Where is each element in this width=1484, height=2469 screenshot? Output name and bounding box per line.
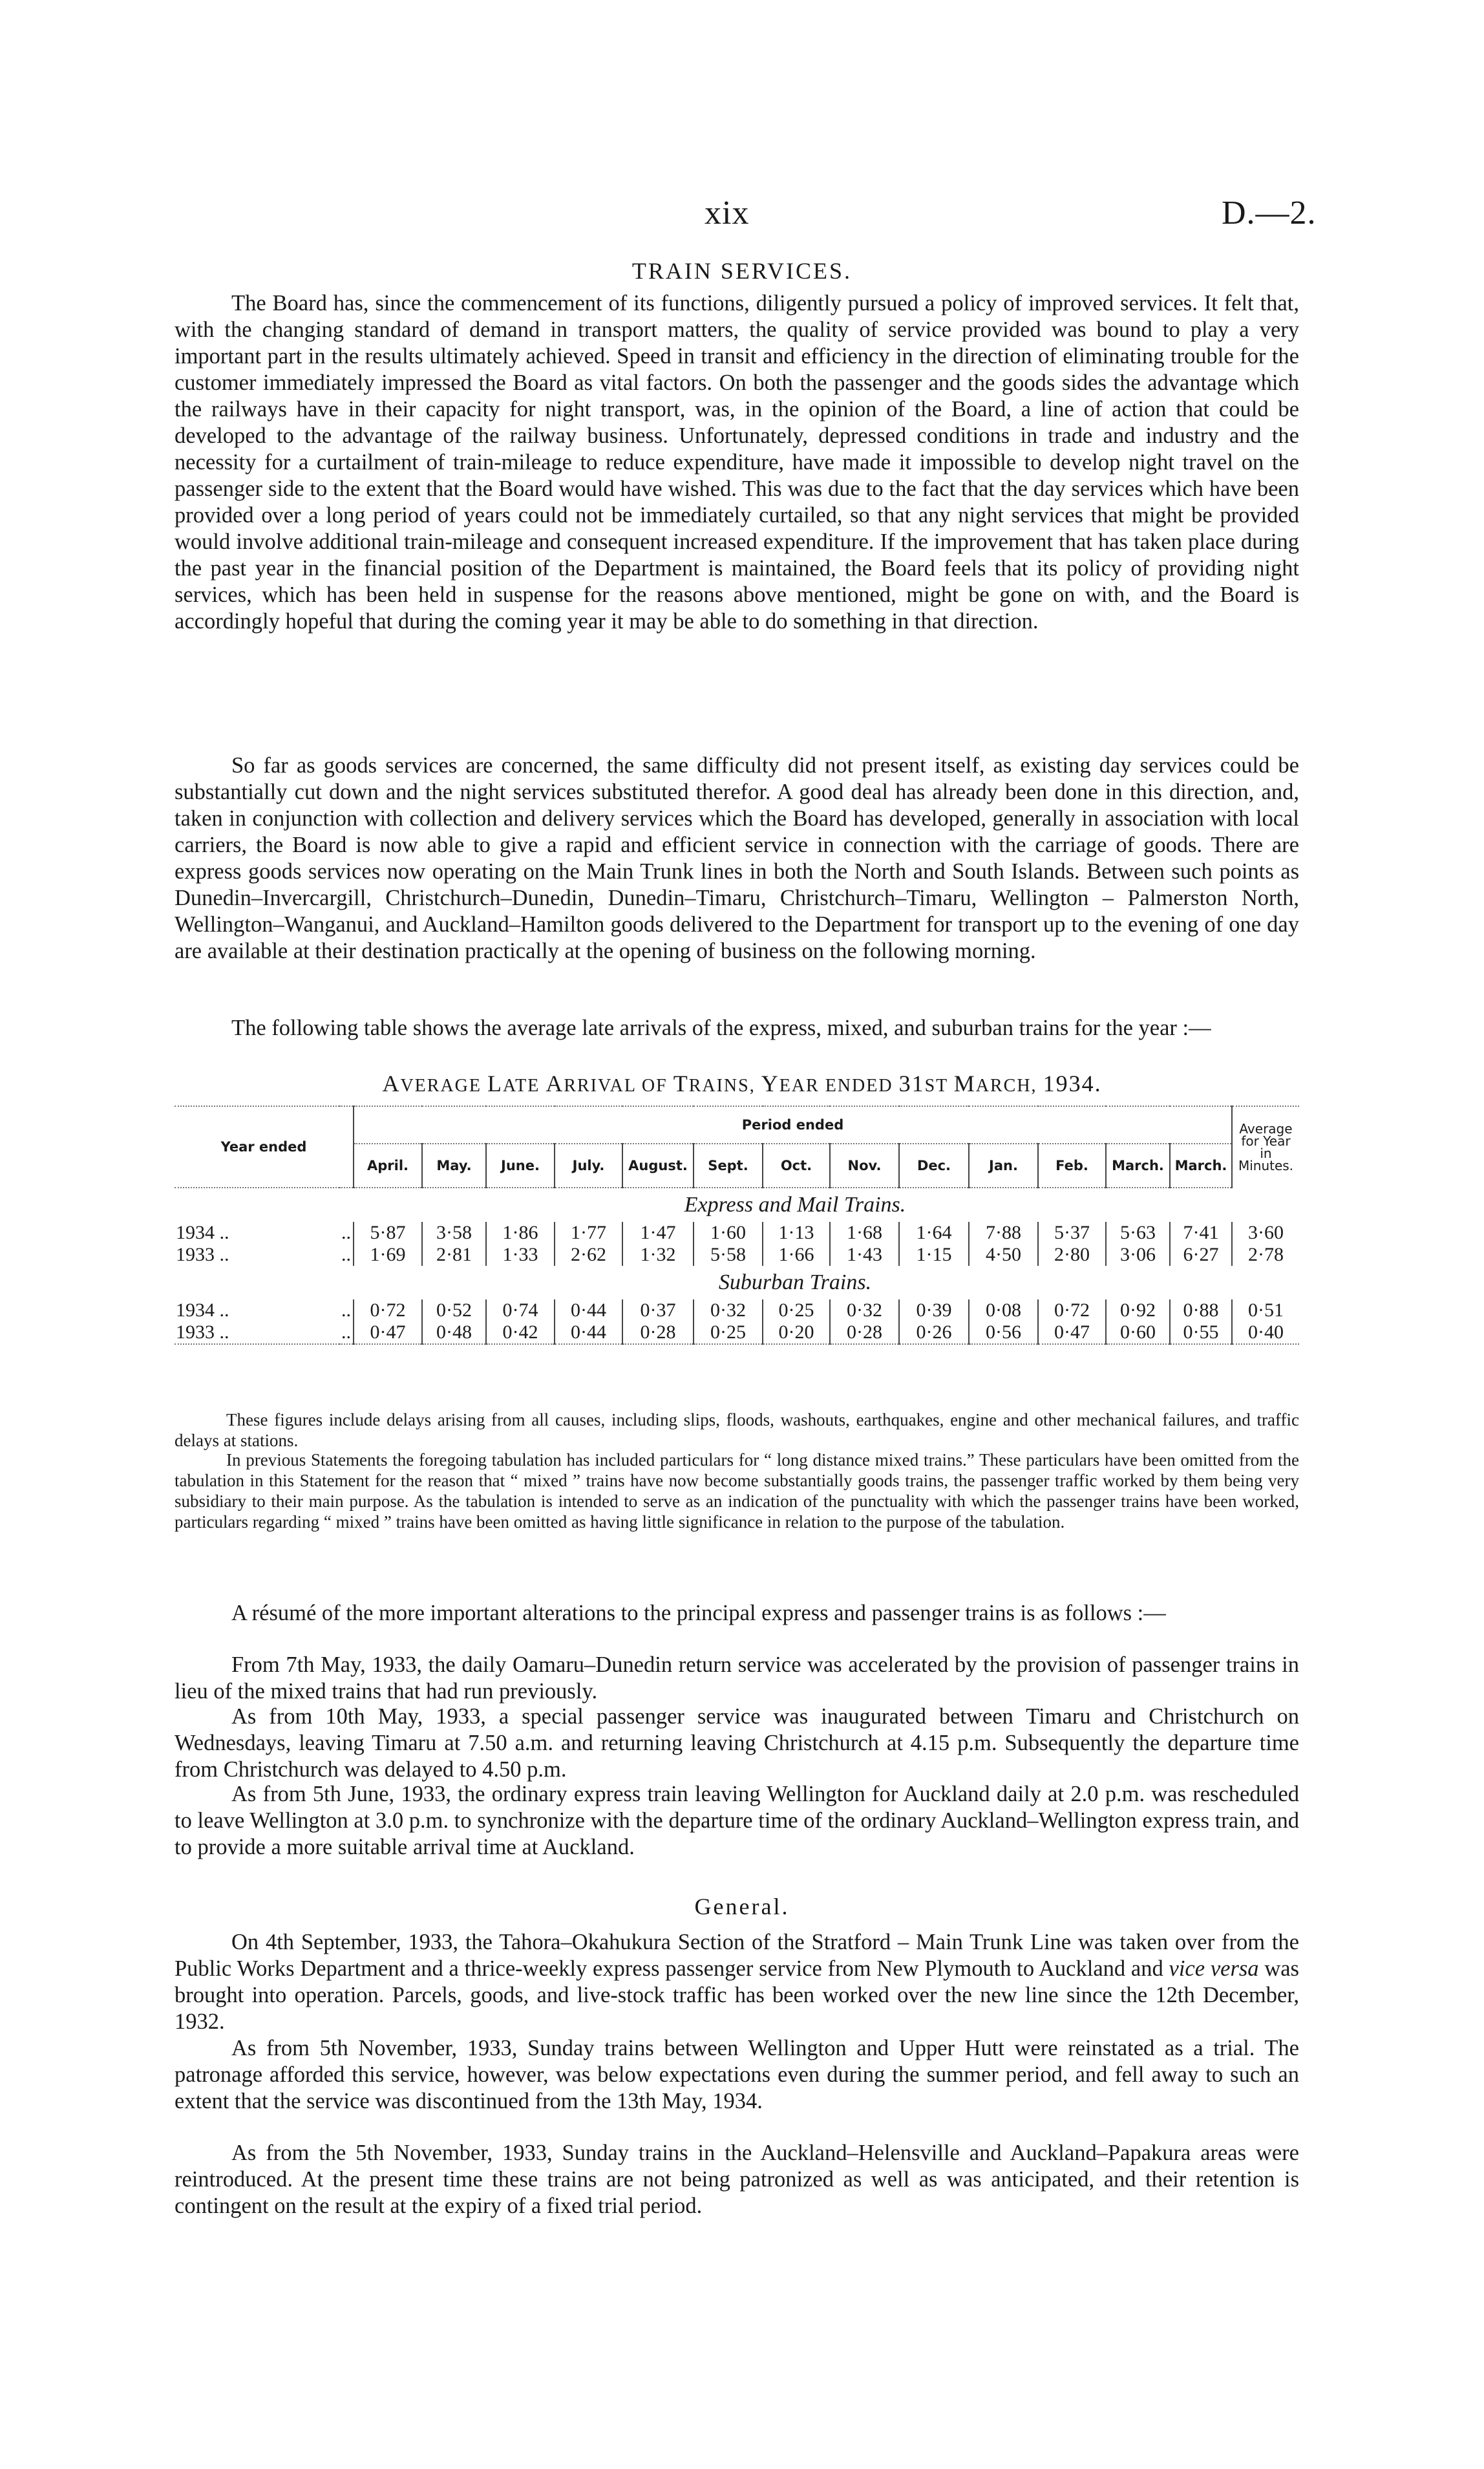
month-header: August. [622,1144,694,1188]
body-paragraph: As from 5th November, 1933, Sunday trains between Wellington and Upper Hutt were reinstated as a trial. The patronage afforded this service, however, was below expectations even during the summer period, and fell away to such an extent that the service was discontinued from the 13th May, 1934. [175,2036,1299,2113]
value-cell: 0·92 [1106,1299,1170,1321]
body-paragraph: On 4th September, 1933, the Tahora–Okahukura Section of the Stratford – Main Trunk Line was taken over from the Public Works Department and a thrice-weekly express passenger service from New Plymouth to Auckland and vice versa was brought into operation. Parcels, goods, and live-stock traffic has been worked over the new line since the 12th December, 1932. [175,1930,1299,2034]
value-cell: 0·26 [899,1321,969,1344]
value-cell: 0·25 [763,1299,830,1321]
value-cell: 0·56 [969,1321,1038,1344]
value-cell: 4·50 [969,1244,1038,1266]
month-header: Nov. [830,1144,899,1188]
value-cell: 1·15 [899,1244,969,1266]
month-header: June. [486,1144,555,1188]
table-footnote: These figures include delays arising from all causes, including slips, floods, washouts, earthquakes, engine and other mechanical failures, and traffic delays at stations. [175,1410,1299,1450]
value-cell: 0·47 [354,1321,422,1344]
body-paragraph: The following table shows the average late arrivals of the express, mixed, and suburban trains for the year :— [231,1016,1211,1040]
table-row [175,1244,1299,1266]
value-cell: 0·72 [1038,1299,1106,1321]
body-paragraph: As from 10th May, 1933, a special passenger service was inaugurated between Timaru and Christchurch on Wednesdays, leaving Timaru at 7.50 a.m. and returning leaving Christchurch at 4.15 p.m. Subsequently the departure time from Christchurch was delayed to 4.50 p.m. [175,1704,1299,1782]
year-cell: 1934 .. [176,1222,229,1243]
month-header: Feb. [1038,1144,1106,1188]
value-cell: 0·72 [354,1299,422,1321]
body-paragraph: As from 5th June, 1933, the ordinary express train leaving Wellington for Auckland daily at 2.0 p.m. was rescheduled to leave Wellington at 3.0 p.m. to synchronize with the departure time of the ordinary Auckland–Wellington express train, and to provide a more suitable arrival time at Auckland. [175,1782,1299,1859]
value-cell: 1·64 [899,1222,969,1244]
table-row [175,1299,1299,1321]
value-cell: 0·37 [622,1299,694,1321]
month-header: Jan. [969,1144,1038,1188]
average-cell: 0·51 [1232,1299,1299,1321]
value-cell: 0·47 [1038,1321,1106,1344]
value-cell: 0·48 [422,1321,486,1344]
value-cell: 0·42 [486,1321,555,1344]
leader-dots: .. [341,1222,351,1243]
value-cell: 7·41 [1170,1222,1232,1244]
leader-dots: .. [341,1244,351,1265]
value-cell: 1·13 [763,1222,830,1244]
month-header: Oct. [763,1144,830,1188]
value-cell: 3·58 [422,1222,486,1244]
value-cell: 1·47 [622,1222,694,1244]
body-paragraph: The Board has, since the commencement of its functions, diligently pursued a policy of improved services. It felt that, with the changing standard of demand in transport matters, the quality of service provided was bound to play a very important part in the results ultimately achieved. Speed in transit and efficiency in the direction of eliminating trouble for the customer immediately impressed the Board as vital factors. On both the passenger and the goods sides the advantage which the railways have in their capacity for night transport, was, in the opinion of the Board, a line of action that could be developed to the advantage of the railway business. Unfortunately, depressed conditions in trade and industry and the necessity for a curtailment of train-mileage to reduce expenditure, have made it impossible to develop night travel on the passenger side to the extent that the Board would have wished. This was due to the fact that the day services which have been provided over a long period of years could not be immediately curtailed, so that any night services that might be provided would involve additional train-mileage and consequent increased expenditure. If the improvement that has taken place during the past year in the financial position of the Department is maintained, the Board feels that its policy of providing night services, which has been held in suspense for the reasons above mentioned, might be gone on with, and the Board is accordingly hopeful that during the coming year it may be able to do something in that direction. [175,291,1299,634]
value-cell: 6·27 [1170,1244,1232,1266]
body-paragraph: A résumé of the more important alterations to the principal express and passenger trains is as follows :— [231,1601,1166,1625]
year-cell: 1934 .. [176,1299,229,1321]
value-cell: 0·88 [1170,1299,1232,1321]
average-cell: 0·40 [1232,1321,1299,1344]
value-cell: 0·20 [763,1321,830,1344]
value-cell: 0·74 [486,1299,555,1321]
section-heading: Suburban Trains. [718,1270,872,1294]
year-cell: 1933 .. [176,1244,229,1265]
value-cell: 1·77 [555,1222,622,1244]
value-cell: 1·32 [622,1244,694,1266]
leader-dots: .. [339,1321,354,1344]
value-cell: 2·81 [422,1244,486,1266]
value-cell: 2·80 [1038,1244,1106,1266]
value-cell: 1·60 [694,1222,763,1244]
month-header: Dec. [899,1144,969,1188]
value-cell: 5·58 [694,1244,763,1266]
value-cell: 3·06 [1106,1244,1170,1266]
table-title: AVERAGE LATE ARRIVAL OF TRAINS, YEAR ENDED 31ST MARCH, 1934. [382,1071,1102,1096]
month-header: April. [354,1144,422,1188]
value-cell: 0·44 [555,1299,622,1321]
value-cell: 0·44 [555,1321,622,1344]
month-header: May. [422,1144,486,1188]
year-cell: 1933 .. [175,1321,339,1344]
average-header: Average for Year in Minutes. [1232,1106,1299,1188]
section-heading: Express and Mail Trains. [684,1193,906,1217]
value-cell: 1·86 [486,1222,555,1244]
body-paragraph: So far as goods services are concerned, the same difficulty did not present itself, as existing day services could be substantially cut down and the night services substituted therefor. A good deal has already been done in this direction, and, taken in conjunction with collection and delivery services which the Board has developed, generally in association with local carriers, the Board is now able to give a rapid and efficient service in connection with the carriage of goods. There are express goods services now operating on the Main Trunk lines in both the North and South Islands. Between such points as Dunedin–Invercargill, Christchurch–Dunedin, Dunedin–Timaru, Christchurch–Timaru, Wellington – Palmerston North, Wellington–Wanganui, and Auckland–Hamilton goods delivered to the Department for transport up to the evening of one day are available at their destination practically at the opening of business on the following morning. [175,753,1299,963]
value-cell: 1·43 [830,1244,899,1266]
train-services-heading: TRAIN SERVICES. [631,258,853,284]
table-row [175,1321,1299,1344]
month-header: March. [1106,1144,1170,1188]
month-header: March. [1170,1144,1232,1188]
month-header: Sept. [694,1144,763,1188]
value-cell: 0·55 [1170,1321,1232,1344]
value-cell: 5·37 [1038,1222,1106,1244]
general-heading: General. [694,1894,790,1919]
leader-dots: .. [341,1299,351,1321]
value-cell: 5·63 [1106,1222,1170,1244]
average-cell: 3·60 [1232,1222,1299,1244]
value-cell: 0·28 [622,1321,694,1344]
value-cell: 5·87 [354,1222,422,1244]
page-number: xix [705,195,750,231]
body-paragraph: As from the 5th November, 1933, Sunday trains in the Auckland–Helensville and Auckland–Papakura areas were reintroduced. At the present time these trains are not being patronized as well as was anticipated, and their retention is contingent on the result at the expiry of a fixed trial period. [175,2141,1299,2218]
value-cell: 7·88 [969,1222,1038,1244]
late-arrival-table [175,1106,1299,1345]
year-ended-header: Year ended [175,1106,354,1188]
value-cell: 1·66 [763,1244,830,1266]
table-footnote: In previous Statements the foregoing tabulation has included particulars for “ long distance mixed trains.” These particulars have been omitted from the tabulation in this Statement for the reason that “ mixed ” trains have now become substantially goods trains, the passenger traffic worked by them being very subsidiary to their main purpose. As the tabulation is intended to serve as an indication of the punctuality with which the passenger trains have been worked, particulars regarding “ mixed ” trains have been omitted as having little significance in relation to the purpose of the tabulation. [175,1450,1299,1532]
period-ended-header: Period ended [354,1106,1232,1144]
month-header: July. [555,1144,622,1188]
value-cell: 2·62 [555,1244,622,1266]
body-paragraph: From 7th May, 1933, the daily Oamaru–Dunedin return service was accelerated by the provision of passenger trains in lieu of the mixed trains that had run previously. [175,1652,1299,1704]
value-cell: 0·52 [422,1299,486,1321]
value-cell: 0·28 [830,1321,899,1344]
value-cell: 1·68 [830,1222,899,1244]
value-cell: 0·39 [899,1299,969,1321]
table-row [175,1222,1299,1244]
average-cell: 2·78 [1232,1244,1299,1266]
document-reference: D.—2. [1222,195,1317,231]
value-cell: 0·32 [830,1299,899,1321]
value-cell: 0·60 [1106,1321,1170,1344]
value-cell: 1·33 [486,1244,555,1266]
value-cell: 0·32 [694,1299,763,1321]
value-cell: 0·25 [694,1321,763,1344]
value-cell: 1·69 [354,1244,422,1266]
value-cell: 0·08 [969,1299,1038,1321]
